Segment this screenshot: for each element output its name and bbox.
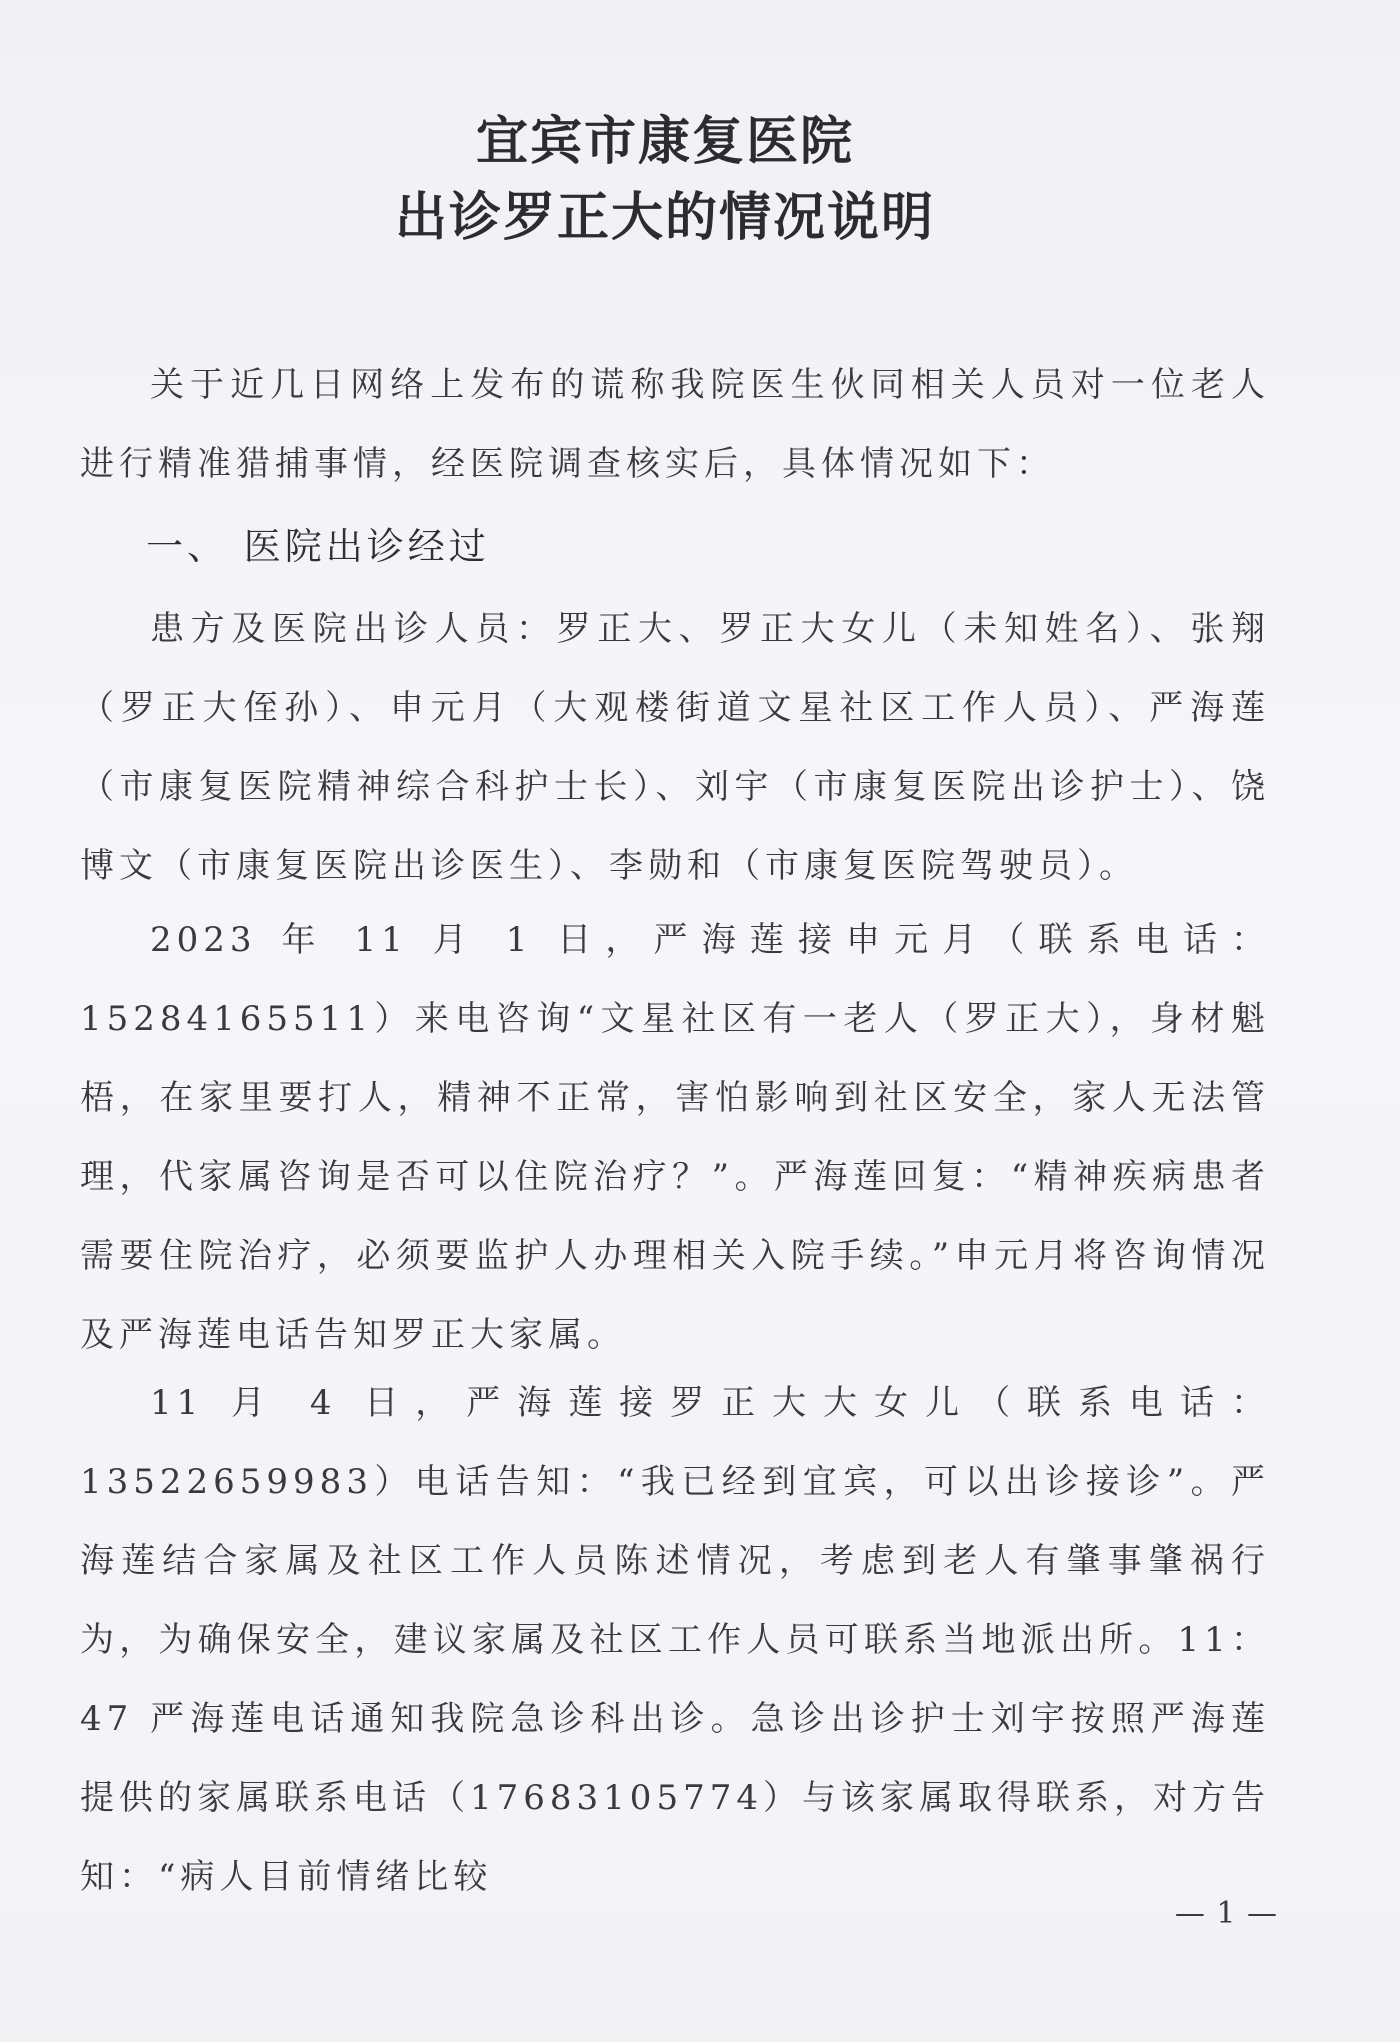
section-heading: 一、 医院出诊经过	[146, 525, 490, 568]
document-title-line1: 宜宾市康复医院	[475, 111, 854, 172]
paragraph-nov4: 11 月 4 日，严海莲接罗正大大女儿（联系电话：13522659983）电话告知：“我已经到宜宾，可以出诊接诊”。严海莲结合家属及社区工作人员陈述情况，考虑到老人有肇事肇祸行为，为确保安全，建议家属及社区工作人员可联系当地派出所。11：47 严海莲电话通知我院急诊科出诊。急诊出诊护士刘宇按照严海莲提供的家属联系电话（17683105774）与该家属取得联系，对方告知：“病人目前情绪比较	[80, 1383, 1270, 1897]
page-number: — 1 —	[1174, 1896, 1278, 1931]
document-title-line2: 出诊罗正大的情况说明	[394, 187, 935, 248]
paragraph-personnel: 患方及医院出诊人员：罗正大、罗正大女儿（未知姓名）、张翔（罗正大侄孙）、申元月（大观楼街道文星社区工作人员）、严海莲（市康复医院精神综合科护士长）、刘宇（市康复医院出诊护士）、饶博文（市康复医院出诊医生）、李勋和（市康复医院驾驶员）。	[80, 609, 1270, 886]
paragraph-nov1: 2023 年 11 月 1 日，严海莲接申元月（联系电话：15284165511）来电咨询“文星社区有一老人（罗正大），身材魁梧，在家里要打人，精神不正常，害怕影响到社区安全，家人无法管理，代家属咨询是否可以住院治疗？”。严海莲回复：“精神疾病患者需要住院治疗，必须要监护人办理相关入院手续。”申元月将咨询情况及严海莲电话告知罗正大家属。	[80, 920, 1270, 1355]
intro-paragraph: 关于近几日网络上发布的谎称我院医生伙同相关人员对一位老人进行精准猎捕事情，经医院调查核实后，具体情况如下：	[80, 365, 1270, 484]
